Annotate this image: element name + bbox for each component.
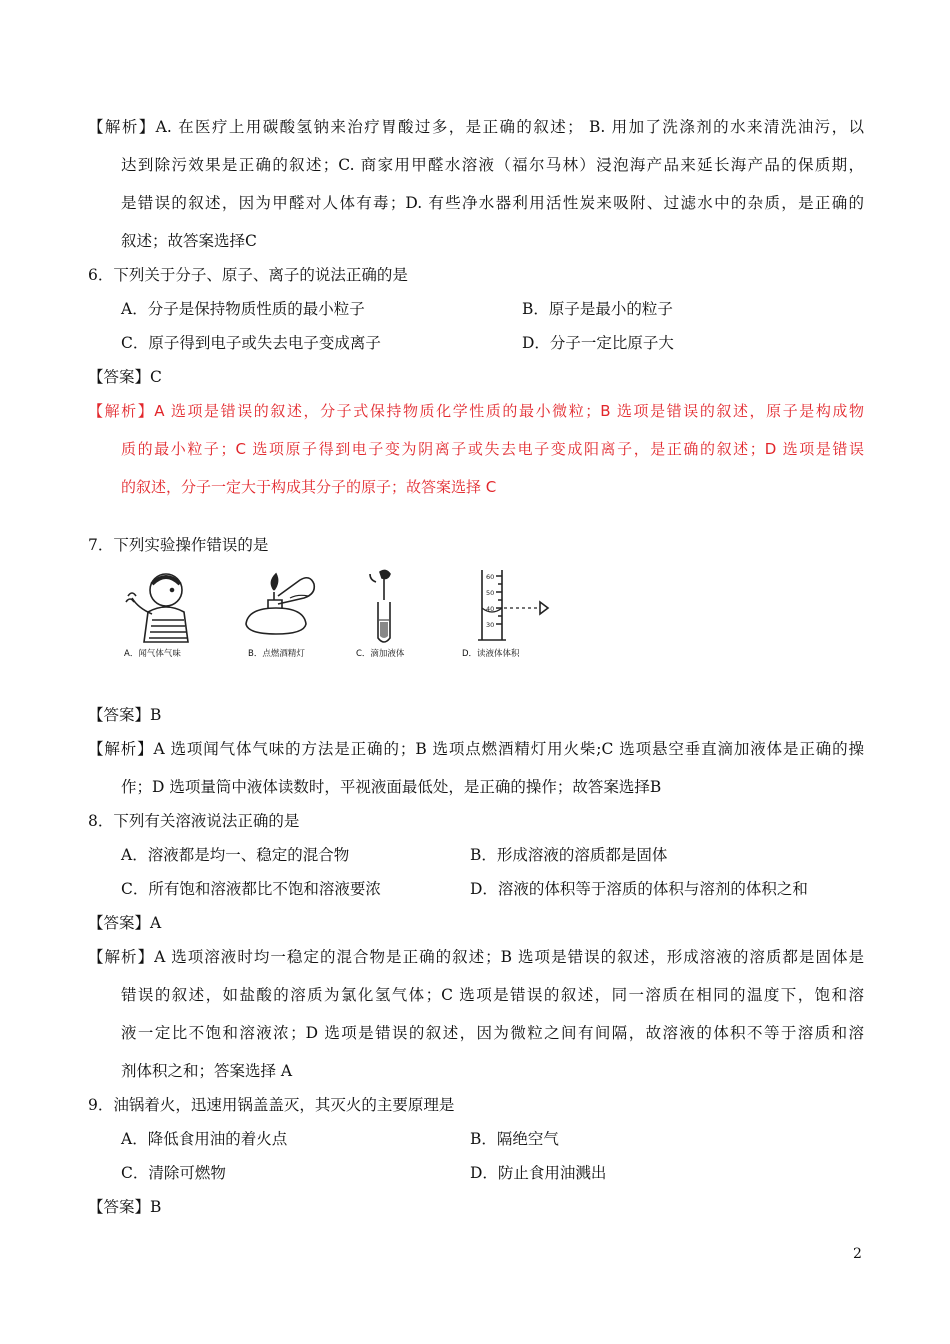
page-number: 2 (853, 1246, 862, 1262)
q8-option-c: C．所有饱和溶液都比不饱和溶液要浓 (121, 880, 381, 898)
q8-stem: 8．下列有关溶液说法正确的是 (88, 812, 300, 830)
tick-label-50: 50 (486, 589, 495, 597)
figure-c-add-liquid (352, 568, 432, 666)
q8-option-b: B．形成溶液的溶质都是固体 (470, 846, 668, 864)
dropper-test-tube-illustration (352, 568, 432, 648)
q8-answer: 【答案】A (88, 914, 162, 932)
figure-d-read-volume (460, 568, 570, 666)
q9-stem: 9．油锅着火，迅速用锅盖盖灭，其灭火的主要原理是 (88, 1096, 455, 1114)
q6-option-a: A．分子是保持物质性质的最小粒子 (121, 300, 365, 318)
tick-label-30: 30 (486, 621, 495, 629)
tick-label-60: 60 (486, 573, 495, 581)
q8-analysis-line-3: 液一定比不饱和溶液浓；D 选项是错误的叙述，因为微粒之间有间隔，故溶液的体积不等于溶质和溶 (121, 1024, 864, 1042)
q9-answer: 【答案】B (88, 1198, 162, 1216)
q6-stem: 6．下列关于分子、原子、离子的说法正确的是 (88, 266, 408, 284)
q9-option-a: A．降低食用油的着火点 (121, 1130, 288, 1148)
q7-analysis-line-2: 作；D 选项量筒中液体读数时，平视液面最低处，是正确的操作；故答案选择B (121, 778, 662, 796)
q6-analysis-line-3: 的叙述，分子一定大于构成其分子的原子；故答案选择 C (121, 478, 497, 496)
q7-stem: 7．下列实验操作错误的是 (88, 536, 269, 554)
alcohol-lamp-illustration (238, 568, 328, 648)
q6-option-c: C．原子得到电子或失去电子变成离子 (121, 334, 381, 352)
q6-option-b: B．原子是最小的粒子 (522, 300, 673, 318)
q5-analysis-line-1: 【解析】A. 在医疗上用碳酸氢钠来治疗胃酸过多，是正确的叙述； B. 用加了洗涤剂的水来清洗油污，以 (88, 118, 864, 136)
q8-analysis-line-1: 【解析】A 选项溶液时均一稳定的混合物是正确的叙述；B 选项是错误的叙述，形成溶液的溶质都是固体是 (88, 948, 864, 966)
graduated-cylinder-illustration (460, 568, 570, 648)
figure-b-light-lamp (238, 568, 328, 666)
q8-analysis-line-2: 错误的叙述，如盐酸的溶质为氯化氢气体；C 选项是错误的叙述，同一溶质在相同的温度下，饱和溶 (121, 986, 864, 1004)
q7-analysis-line-1: 【解析】A 选项闻气体气味的方法是正确的；B 选项点燃酒精灯用火柴;C 选项悬空垂直滴加液体是正确的操 (88, 740, 864, 758)
q8-option-d: D．溶液的体积等于溶质的体积与溶剂的体积之和 (470, 880, 808, 898)
q9-option-d: D．防止食用油溅出 (470, 1164, 607, 1182)
person-smelling-illustration (120, 568, 210, 648)
q5-analysis-line-4: 叙述；故答案选择C (121, 232, 257, 250)
figure-a-smell-gas (120, 568, 210, 666)
q5-analysis-line-2: 达到除污效果是正确的叙述；C. 商家用甲醛水溶液（福尔马林）浸泡海产品来延长海产品的保质期， (121, 156, 864, 174)
figure-a-caption: A．闻气体气味 (124, 649, 181, 659)
tick-label-40: 40 (486, 605, 495, 613)
q9-option-b: B．隔绝空气 (470, 1130, 559, 1148)
q9-option-c: C．清除可燃物 (121, 1164, 226, 1182)
q6-analysis-line-2: 质的最小粒子；C 选项原子得到电子变为阴离子或失去电子变成阳离子，是正确的叙述；D 选项是错误 (121, 440, 864, 458)
q5-analysis-line-3: 是错误的叙述，因为甲醛对人体有毒；D. 有些净水器利用活性炭来吸附、过滤水中的杂质，是正确的 (121, 194, 864, 212)
figure-b-caption: B．点燃酒精灯 (248, 649, 305, 659)
q7-figures (120, 568, 570, 666)
q8-analysis-line-4: 剂体积之和；答案选择 A (121, 1062, 293, 1080)
q7-answer: 【答案】B (88, 706, 162, 724)
figure-d-caption: D．读液体体积 (462, 649, 520, 659)
figure-c-caption: C．滴加液体 (356, 649, 405, 659)
q6-option-d: D．分子一定比原子大 (522, 334, 674, 352)
q6-analysis-line-1: 【解析】A 选项是错误的叙述，分子式保持物质化学性质的最小微粒；B 选项是错误的叙述，原子是构成物 (88, 402, 864, 420)
q8-option-a: A．溶液都是均一、稳定的混合物 (121, 846, 350, 864)
q6-answer: 【答案】C (88, 368, 162, 386)
